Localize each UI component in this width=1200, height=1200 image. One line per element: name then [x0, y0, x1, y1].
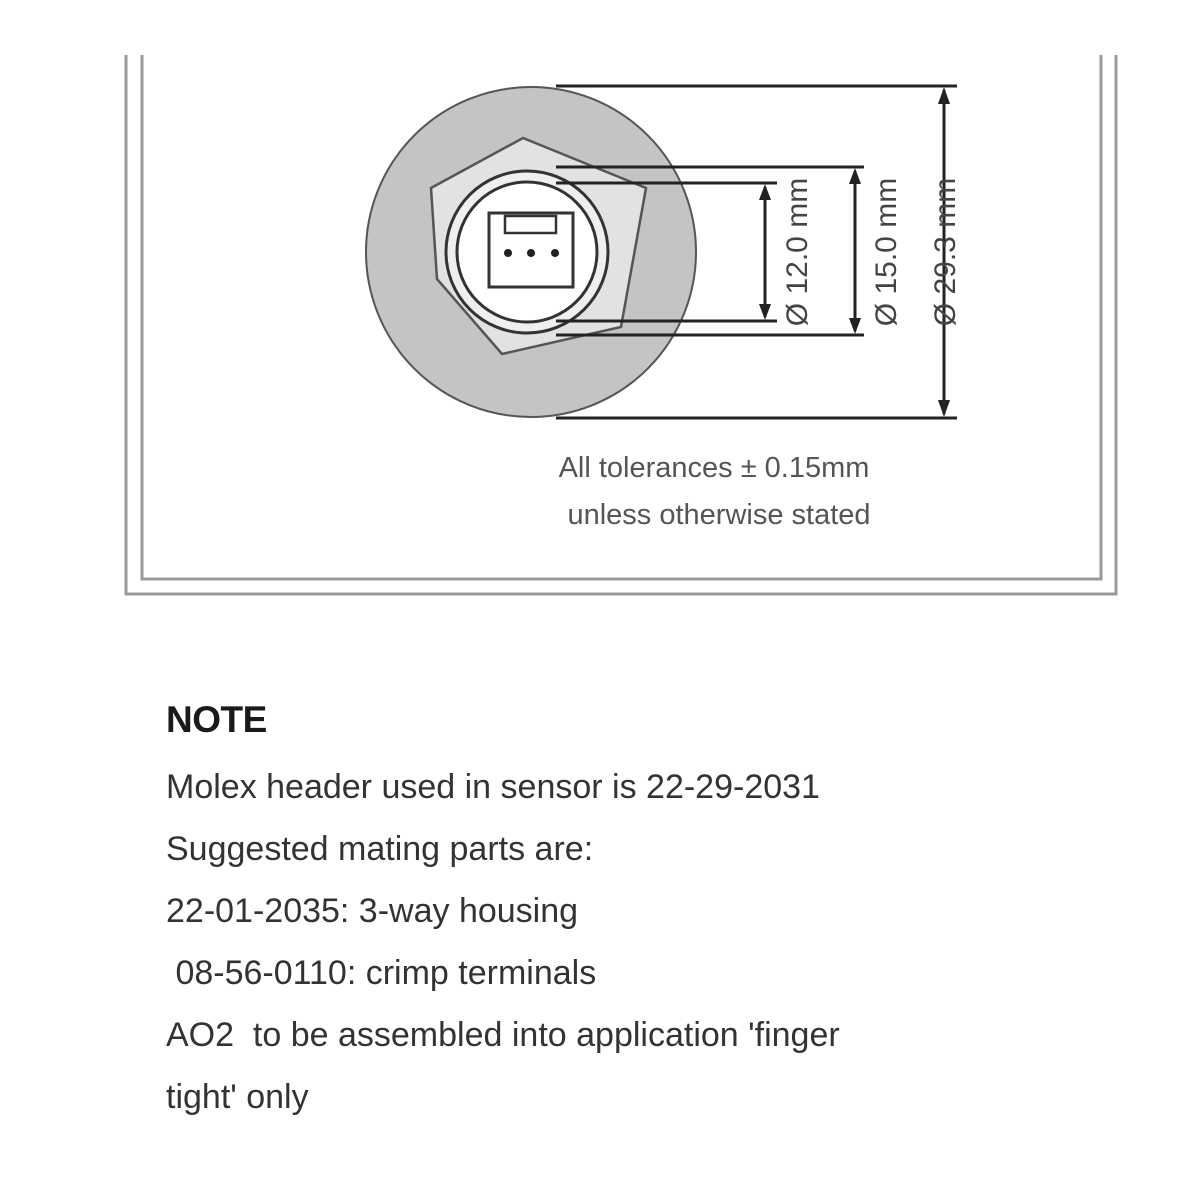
tolerance-line-1: All tolerances ± 0.15mm [558, 452, 870, 484]
tolerance-line-2: unless otherwise stated [567, 499, 871, 531]
note-line: Suggested mating parts are: [166, 830, 594, 868]
dimension-inner-label: Ø 12.0 mm [781, 177, 814, 327]
header-pin [504, 249, 512, 257]
header-latch [505, 216, 556, 233]
note-line: tight' only [166, 1078, 309, 1116]
note-line: AO2 to be assembled into application 'finger [166, 1016, 840, 1054]
dimension-inner [759, 184, 771, 320]
note-line: Molex header used in sensor is 22-29-2031 [166, 768, 820, 806]
note-line: 08-56-0110: crimp terminals [166, 954, 597, 992]
note-line: 22-01-2035: 3-way housing [166, 892, 579, 930]
note-heading: NOTE [166, 699, 267, 740]
dimension-middle-label: Ø 15.0 mm [870, 177, 903, 327]
header-pin [551, 249, 559, 257]
note-section [166, 698, 1066, 1128]
dimension-outer-label: Ø 29.3 mm [929, 177, 962, 327]
dimension-middle [849, 168, 861, 334]
sensor-front-view [366, 87, 696, 417]
header-pin [527, 249, 535, 257]
